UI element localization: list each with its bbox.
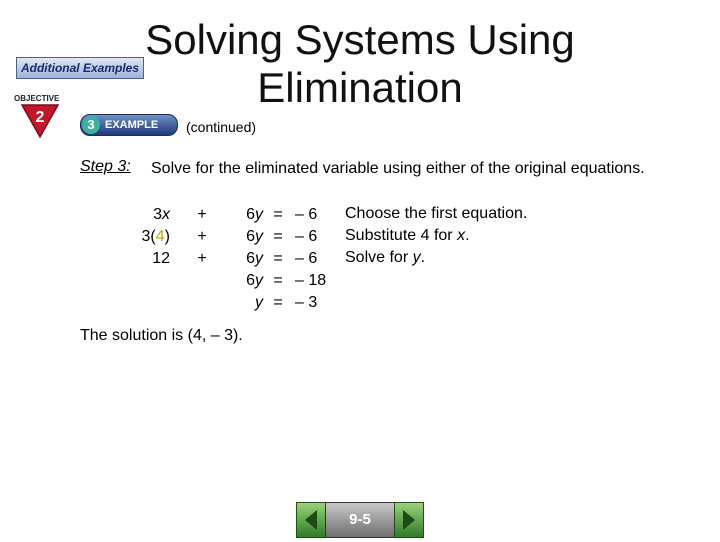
eq-left: 12 [152, 250, 170, 267]
page-title-line2: Elimination [257, 64, 463, 111]
eq-op: + [197, 250, 207, 267]
note-solve: Solve for y. [345, 249, 426, 266]
prev-button[interactable] [296, 502, 326, 538]
eq-mid: 6y [246, 272, 263, 289]
page-title [130, 16, 590, 112]
step-text: Solve for the eliminated variable using either of the original equations. [151, 160, 645, 177]
eq-right: – 6 [295, 228, 318, 245]
continued-label: (continued) [186, 119, 257, 135]
example-number: 3 [82, 116, 100, 134]
step-label: Step 3: [80, 158, 131, 175]
objective-label: OBJECTIVE [14, 94, 60, 103]
eq-equals: = [273, 272, 283, 289]
eq-left: 3(4) [141, 228, 170, 245]
page-title-line1: Solving Systems Using [145, 16, 575, 63]
note-choose: Choose the first equation. [345, 205, 528, 222]
objective-number: 2 [35, 109, 45, 126]
triangle-left-icon [297, 503, 325, 537]
eq-left: 3x [153, 206, 170, 223]
eq-mid: 6y [246, 206, 263, 223]
triangle-right-icon [395, 503, 423, 537]
eq-equals: = [273, 294, 283, 311]
note-substitute: Substitute 4 for x. [345, 227, 470, 244]
additional-examples-badge: Additional Examples [16, 57, 144, 79]
eq-equals: = [273, 228, 283, 245]
example-label: EXAMPLE [105, 119, 159, 131]
lesson-button[interactable]: 9-5 [325, 502, 395, 538]
eq-op: + [197, 206, 207, 223]
eq-mid: y [255, 294, 263, 311]
example-badge [80, 114, 178, 136]
eq-equals: = [273, 206, 283, 223]
equation-row-4 [120, 270, 680, 292]
solution-text: The solution is (4, – 3). [80, 327, 243, 344]
eq-mid: 6y [246, 228, 263, 245]
next-button[interactable] [394, 502, 424, 538]
slide-navigation [296, 502, 426, 536]
equation-row-5 [120, 292, 680, 314]
eq-right: – 6 [295, 250, 318, 267]
eq-equals: = [273, 250, 283, 267]
eq-mid: 6y [246, 250, 263, 267]
eq-right: – 18 [295, 272, 327, 289]
objective-shield-icon [20, 103, 60, 144]
eq-right: – 3 [295, 294, 318, 311]
eq-op: + [197, 228, 207, 245]
eq-right: – 6 [295, 206, 318, 223]
